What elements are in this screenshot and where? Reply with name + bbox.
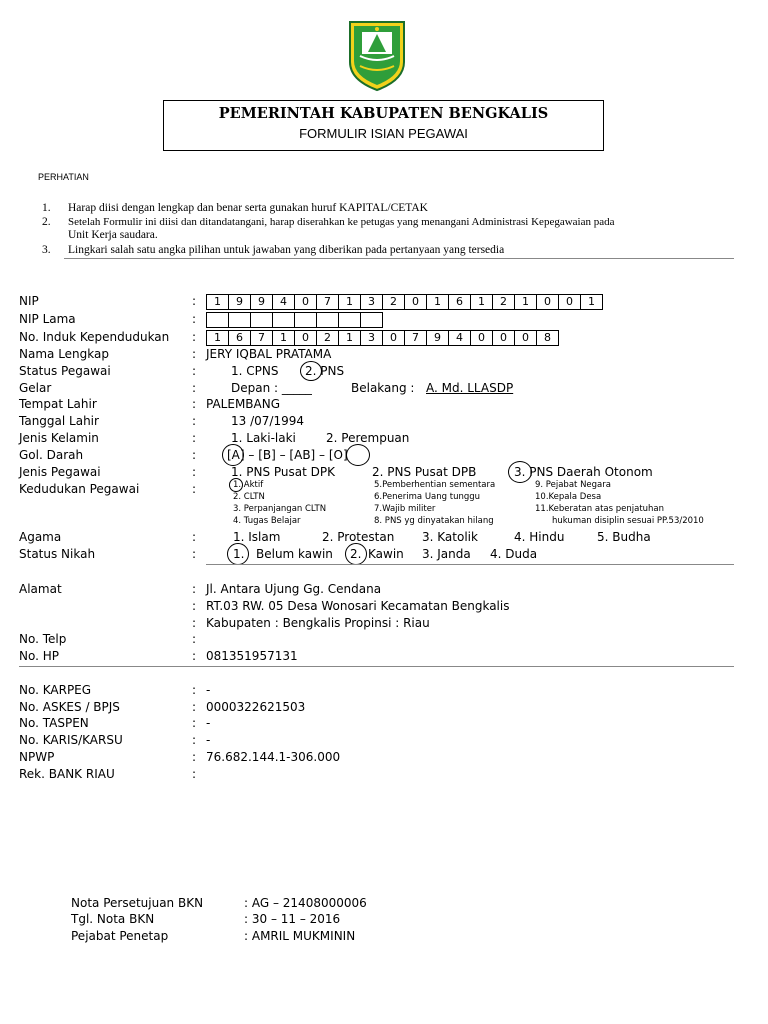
nip-lama-digit [360,312,383,328]
agama-opt: 5. Budha [597,530,651,544]
label-nip-lama: NIP Lama [19,312,76,326]
kedudukan-opt: 1. Aktif [233,480,264,490]
status-pegawai-pns: 2. PNS [305,364,345,378]
notice-text-3: Lingkari salah satu angka pilihan untuk jawaban yang diberikan pada pertanyaan yang tersedia [68,244,505,256]
nip-digit: 1 [338,294,361,310]
nip-digit: 0 [294,294,317,310]
colon: : [192,482,197,496]
notice-text-2: Setelah Formulir ini diisi dan ditandatangani, harap diserahkan ke petugas yang menangani Administrasi Kepegawaian pada [68,216,615,228]
selection-circle [300,361,322,381]
notice-text-1: Harap diisi dengan lengkap dan benar serta gunakan huruf KAPITAL/CETAK [68,202,428,214]
label-agama: Agama [19,530,62,544]
agama-opt: 1. Islam [233,530,281,544]
nik-digit: 0 [294,330,317,346]
nip-digit: 9 [250,294,273,310]
nip-lama-digit [228,312,251,328]
colon: : [192,632,197,646]
colon: : [192,716,197,730]
label-nama: Nama Lengkap [19,347,109,361]
colon: : [192,700,197,714]
label-hp: No. HP [19,649,59,663]
selection-circle [229,478,243,492]
label-kedudukan: Kedudukan Pegawai [19,482,140,496]
label-gol-darah: Gol. Darah [19,448,84,462]
agama-opt: 3. Katolik [422,530,478,544]
colon: : [192,448,197,462]
notice-text-2b: Unit Kerja saudara. [68,229,158,241]
nip-digit: 4 [272,294,295,310]
kedudukan-opt: 10.Kepala Desa [535,492,602,502]
value-gol-darah: [A] – [B] – [AB] – [O] [227,448,348,462]
nip-digit: 0 [404,294,427,310]
selection-circle [345,543,367,565]
label-gelar: Gelar [19,381,52,395]
label-alamat: Alamat [19,582,62,596]
value-tempat-lahir: PALEMBANG [206,397,281,411]
notice-heading: PERHATIAN [38,172,89,182]
gelar-depan: Depan : _____ [231,381,312,395]
footer-nota-value: : AG – 21408000006 [244,896,367,910]
label-status-pegawai: Status Pegawai [19,364,111,378]
page-title: PEMERINTAH KABUPATEN BENGKALIS [218,105,549,122]
kedudukan-opt: 2. CLTN [233,492,265,502]
label-jenis-kelamin: Jenis Kelamin [19,431,99,445]
label-askes: No. ASKES / BPJS [19,700,120,714]
nip-lama-digit [316,312,339,328]
nik-digit: 9 [426,330,449,346]
jenis-pegawai-1: 1. PNS Pusat DPK [231,465,336,479]
colon: : [192,397,197,411]
jenis-kelamin-laki: 1. Laki-laki [231,431,296,445]
colon: : [192,547,197,561]
nip-lama-digit [294,312,317,328]
nip-lama-digit [206,312,229,328]
colon: : [192,347,197,361]
footer-pejabat-value: : AMRIL MUKMININ [244,929,356,943]
label-jenis-pegawai: Jenis Pegawai [19,465,101,479]
nip-digit: 1 [470,294,493,310]
value-nama: JERY IQBAL PRATAMA [206,347,332,361]
nik-digit: 3 [360,330,383,346]
label-nik: No. Induk Kependudukan [19,330,170,344]
jenis-pegawai-3: 3. PNS Daerah Otonom [514,465,653,479]
label-tempat-lahir: Tempat Lahir [19,397,97,411]
label-karpeg: No. KARPEG [19,683,92,697]
alamat-line: RT.03 RW. 05 Desa Wonosari Kecamatan Bengkalis [206,599,510,613]
nik-digit: 1 [272,330,295,346]
label-taspen: No. TASPEN [19,716,89,730]
nip-digit: 9 [228,294,251,310]
footer-tgl-value: : 30 – 11 – 2016 [244,912,341,926]
nip-digit: 1 [206,294,229,310]
agama-opt: 2. Protestan [322,530,395,544]
colon: : [192,364,197,378]
nik-digit-boxes [206,330,558,346]
label-karis: No. KARIS/KARSU [19,733,123,747]
kedudukan-opt: 9. Pejabat Negara [535,480,611,490]
nik-digit: 0 [492,330,515,346]
colon: : [192,465,197,479]
status-nikah-opt: 3. Janda [422,547,471,561]
value-tanggal-lahir: 13 /07/1994 [231,414,304,428]
kedudukan-opt: hukuman disiplin sesuai PP.53/2010 [552,516,704,526]
value-karpeg: - [206,683,211,697]
gelar-belakang-value: A. Md. LLASDP [426,381,514,395]
notice-num-2: 2. [42,216,51,228]
nip-digit: 6 [448,294,471,310]
status-nikah-opt: 4. Duda [490,547,538,561]
agama-opt: 4. Hindu [514,530,565,544]
colon: : [192,582,197,596]
kedudukan-opt: 5.Pemberhentian sementara [374,480,496,490]
kedudukan-opt: 7.Wajib militer [374,504,436,514]
label-status-nikah: Status Nikah [19,547,96,561]
colon: : [192,381,197,395]
kedudukan-opt: 6.Penerima Uang tunggu [374,492,481,502]
colon: : [192,431,197,445]
nik-digit: 1 [338,330,361,346]
nip-digit: 1 [514,294,537,310]
kedudukan-opt: 4. Tugas Belajar [233,516,301,526]
colon: : [192,767,197,781]
status-nikah-num: 2. [350,547,362,561]
colon: : [192,294,197,308]
nik-digit: 1 [206,330,229,346]
nip-digit: 0 [536,294,559,310]
colon: : [192,599,197,613]
nip-digit: 1 [426,294,449,310]
footer-nota-label: Nota Persetujuan BKN [71,896,204,910]
value-karis: - [206,733,211,747]
nip-lama-digit [272,312,295,328]
value-npwp: 76.682.144.1-306.000 [206,750,341,764]
colon: : [192,733,197,747]
nik-digit: 0 [514,330,537,346]
divider [206,564,734,565]
nik-digit: 7 [250,330,273,346]
colon: : [192,616,197,630]
nip-digit: 2 [492,294,515,310]
nik-digit: 2 [316,330,339,346]
nip-lama-digit [338,312,361,328]
footer-tgl-label: Tgl. Nota BKN [71,912,155,926]
jenis-pegawai-2: 2. PNS Pusat DPB [372,465,477,479]
nik-digit: 6 [228,330,251,346]
colon: : [192,530,197,544]
selection-circle [222,444,244,466]
nip-lama-digit [250,312,273,328]
nik-digit: 0 [470,330,493,346]
nip-digit: 7 [316,294,339,310]
colon: : [192,649,197,663]
colon: : [192,312,197,326]
status-nikah-num: 1. [233,547,245,561]
colon: : [192,750,197,764]
selection-circle [227,543,249,565]
nik-digit: 0 [382,330,405,346]
status-nikah-opt: Kawin [368,547,404,561]
nik-digit: 7 [404,330,427,346]
value-hp: 081351957131 [206,649,298,663]
nip-digit: 2 [382,294,405,310]
nip-digit: 0 [558,294,581,310]
nip-lama-digit-boxes [206,312,382,328]
regency-crest-icon [346,18,408,92]
kedudukan-opt: 3. Perpanjangan CLTN [233,504,327,514]
notice-num-3: 3. [42,244,51,256]
gelar-belakang-label: Belakang : [351,381,415,395]
notice-num-1: 1. [42,202,51,214]
label-tanggal-lahir: Tanggal Lahir [19,414,99,428]
label-npwp: NPWP [19,750,55,764]
value-askes: 0000322621503 [206,700,306,714]
kedudukan-opt: 11.Keberatan atas penjatuhan [535,504,665,514]
colon: : [192,414,197,428]
nip-digit: 3 [360,294,383,310]
colon: : [192,330,197,344]
divider [64,258,734,259]
alamat-line: Kabupaten : Bengkalis Propinsi : Riau [206,616,430,630]
status-pegawai-cpns: 1. CPNS [231,364,279,378]
label-nip: NIP [19,294,39,308]
nip-digit: 1 [580,294,603,310]
footer-pejabat-label: Pejabat Penetap [71,929,169,943]
nik-digit: 8 [536,330,559,346]
label-telp: No. Telp [19,632,67,646]
selection-circle [346,444,370,466]
page-subtitle: FORMULIR ISIAN PEGAWAI [299,126,468,141]
divider [19,666,734,667]
nik-digit: 4 [448,330,471,346]
selection-circle [508,461,532,483]
kedudukan-opt: 8. PNS yg dinyatakan hilang [374,516,494,526]
nip-digit-boxes [206,294,602,310]
status-nikah-opt: Belum kawin [256,547,333,561]
colon: : [192,683,197,697]
value-taspen: - [206,716,211,730]
alamat-line: Jl. Antara Ujung Gg. Cendana [206,582,382,596]
jenis-kelamin-perempuan: 2. Perempuan [326,431,410,445]
label-bank: Rek. BANK RIAU [19,767,115,781]
